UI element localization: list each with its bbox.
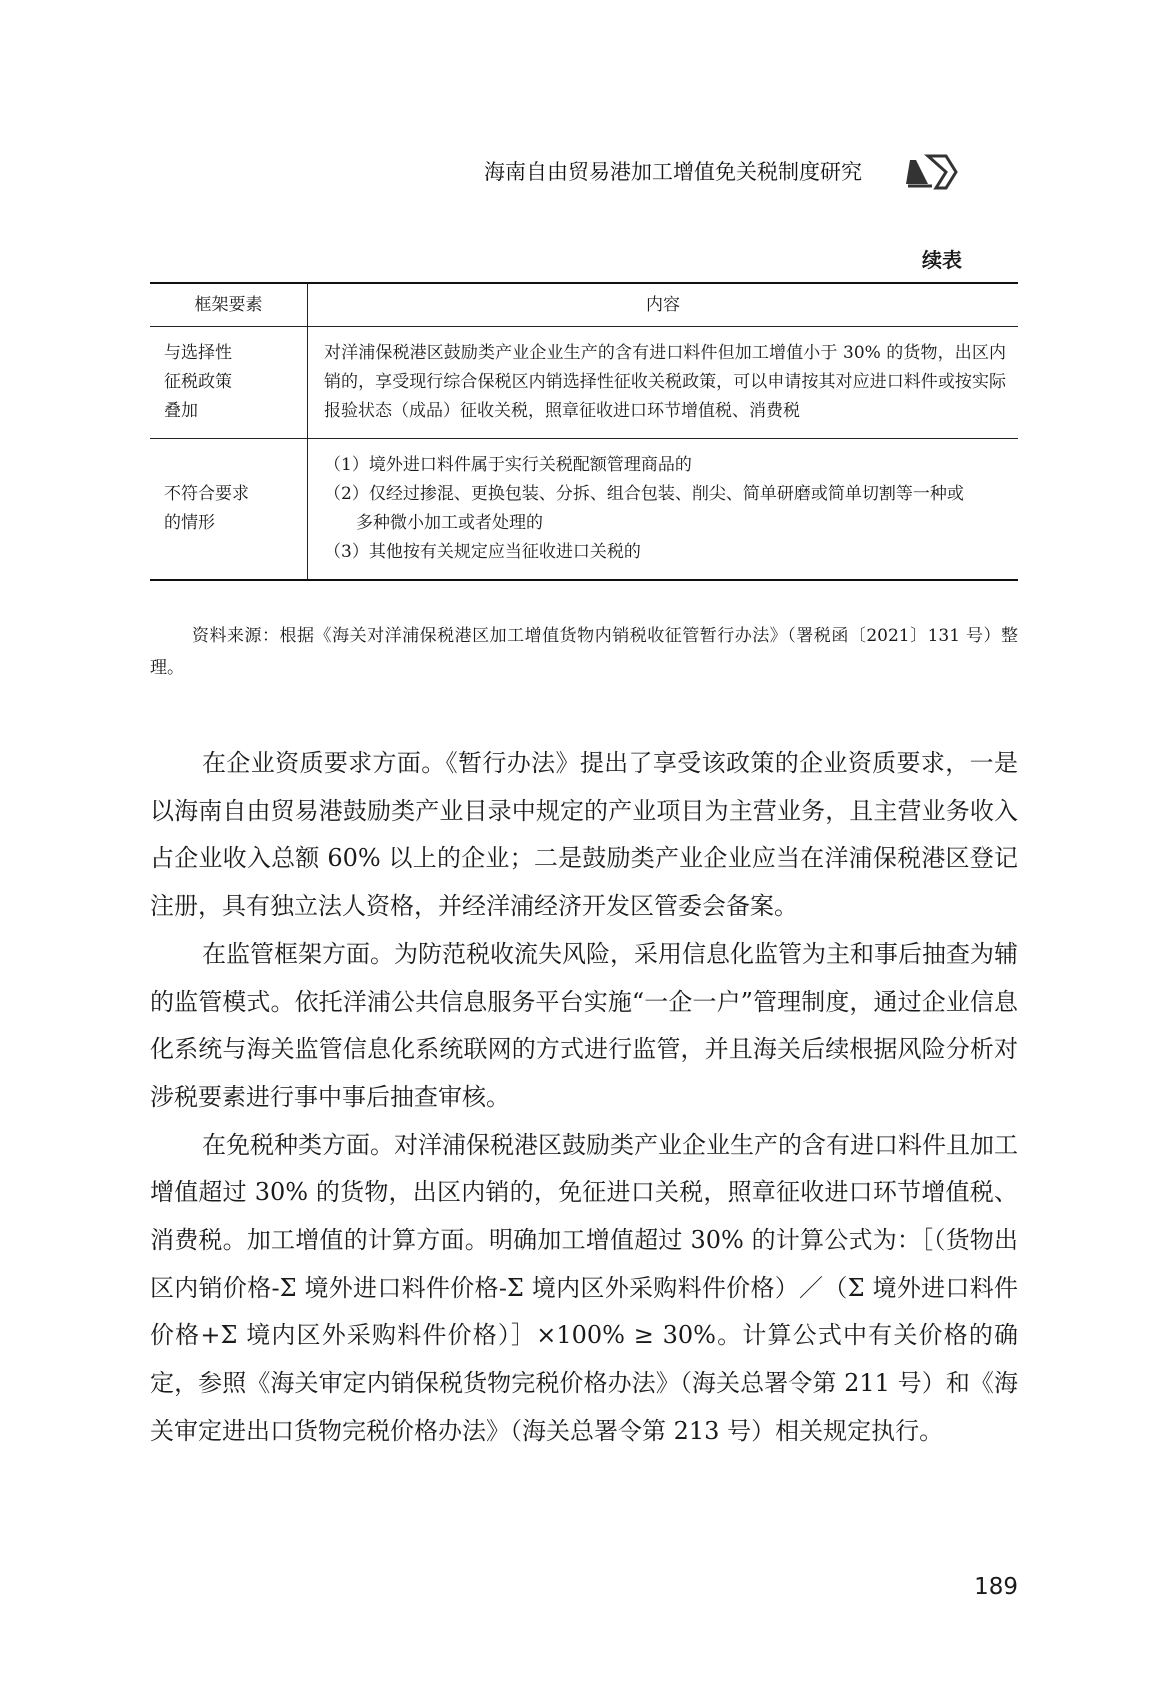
paragraph: 在监管框架方面。为防范税收流失风险，采用信息化监管为主和事后抽查为辅的监管模式。依托洋浦公共信息服务平台实施“一企一户”管理制度，通过企业信息化系统与海关监管信息化系统联网的方式进行监管，并且海关后续根据风险分析对涉税要素进行事中事后抽查审核。 xyxy=(150,939,1018,1111)
column-header-content: 内容 xyxy=(308,283,1019,327)
row-element-line: 不符合要求 xyxy=(164,484,249,504)
row-element-line: 征税政策 xyxy=(164,372,232,392)
row-content-cell xyxy=(308,439,1019,581)
page-number: 189 xyxy=(974,1574,1018,1600)
row-content-cell: 对洋浦保税港区鼓励类产业企业生产的含有进口料件但加工增值小于 30% 的货物，出区内销的，享受现行综合保税区内销选择性征收关税政策，可以申请按其对应进口料件或按实际报验状态（成品）征收关税，照章征收进口环节增值税、消费税 xyxy=(308,327,1019,439)
body-text xyxy=(150,740,1018,1456)
table-row xyxy=(150,327,1018,439)
table-header-row xyxy=(150,283,1018,327)
row-element-line: 叠加 xyxy=(164,401,198,421)
column-header-element: 框架要素 xyxy=(150,283,308,327)
running-header-title: 海南自由贸易港加工增值免关税制度研究 xyxy=(484,160,862,184)
list-item: （1）境外进口料件属于实行关税配额管理商品的 xyxy=(324,455,692,475)
paragraph: 在免税种类方面。对洋浦保税港区鼓励类产业企业生产的含有进口料件且加工增值超过 30% 的货物，出区内销的，免征进口关税，照章征收进口环节增值税、消费税。加工增值的计算方面。明确加工增值超过 30% 的计算公式为：［（货物出区内销价格-Σ 境外进口料件价格-Σ 境内区外采购料件价格）／（Σ 境外进口料件价格+Σ 境内区外采购料件价格）］×100% ≥ 30%。计算公式中有关价格的确定，参照《海关审定内销保税货物完税价格办法》（海关总署令第 211 号）和《海关审定进出口货物完税价格办法》（海关总署令第 213 号）相关规定执行。 xyxy=(150,1130,1018,1445)
row-element-cell xyxy=(150,439,308,581)
paragraph: 在企业资质要求方面。《暂行办法》提出了享受该政策的企业资质要求，一是以海南自由贸易港鼓励类产业目录中规定的产业项目为主营业务，且主营业务收入占企业收入总额 60% 以上的企业；二是鼓励类产业企业应当在洋浦保税港区登记注册，具有独立法人资格，并经洋浦经济开发区管委会备案。 xyxy=(150,749,1018,921)
framework-table xyxy=(150,282,1018,581)
row-element-line: 的情形 xyxy=(164,513,215,533)
table-row xyxy=(150,439,1018,581)
chapter-arrow-icon xyxy=(902,152,960,192)
list-item-continuation: 多种微小加工或者处理的 xyxy=(356,513,543,533)
list-item: （3）其他按有关规定应当征收进口关税的 xyxy=(324,542,641,562)
list-item: （2）仅经过掺混、更换包装、分拆、组合包装、削尖、简单研磨或简单切割等一种或 xyxy=(324,484,964,504)
table-continued-label: 续表 xyxy=(922,248,962,272)
running-header xyxy=(484,152,960,192)
table-source-note: 资料来源：根据《海关对洋浦保税港区加工增值货物内销税收征管暂行办法》（署税函〔2021〕131 号）整理。 xyxy=(150,626,1018,678)
row-element-line: 与选择性 xyxy=(164,343,232,363)
row-element-cell xyxy=(150,327,308,439)
